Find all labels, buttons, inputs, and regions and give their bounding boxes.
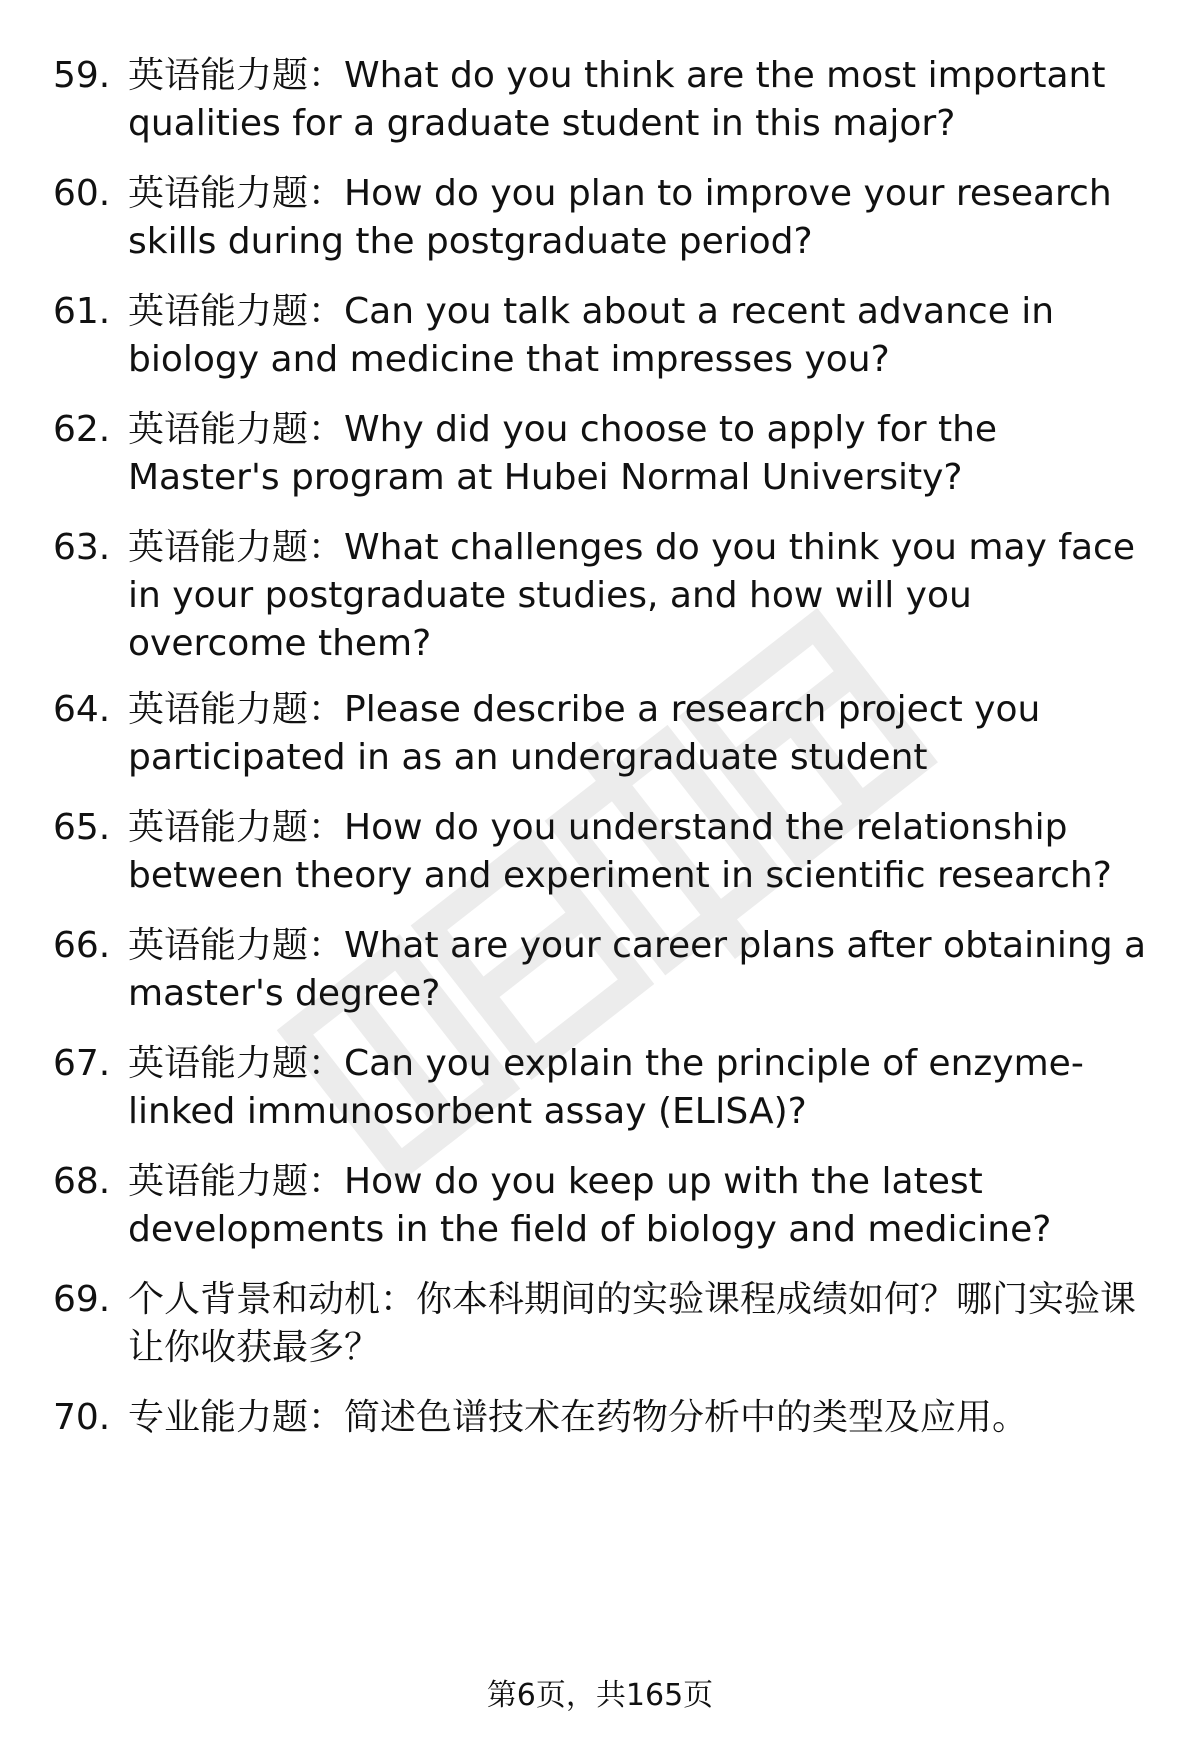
question-text: Please describe a research project you participated in as an undergraduate student [128,689,1041,778]
question-text: How do you plan to improve your research skills during the postgraduate period? [128,173,1112,262]
question-text: Can you talk about a recent advance in biology and medicine that impresses you? [128,291,1055,380]
question-number: 63. [53,527,111,568]
question-category: 英语能力题： [128,55,345,96]
question-text: What do you think are the most important qualities for a graduate student in this major? [128,55,1106,144]
question-number: 60. [53,173,111,214]
question-text: 你本科期间的实验课程成绩如何？哪门实验课让你收获最多？ [128,1279,1137,1368]
question-body [128,524,1160,668]
question-category: 英语能力题： [128,807,345,848]
question-body [128,922,1160,1018]
question-text: What challenges do you think you may face in your postgraduate studies, and how will you overcome them? [128,527,1135,664]
question-number: 65. [53,807,111,848]
page-footer [0,1676,1200,1716]
question-body [128,170,1160,266]
question-category: 英语能力题： [128,925,345,966]
page-number-label: 第6页，共165页 [486,1678,714,1713]
question-text: What are your career plans after obtaining a master's degree? [128,925,1147,1014]
question-category: 英语能力题： [128,173,345,214]
question-text: Can you explain the principle of enzyme-linked immunosorbent assay (ELISA)? [128,1043,1084,1132]
question-number: 66. [53,925,111,966]
question-body [128,804,1160,900]
question-category: 英语能力题： [128,527,345,568]
question-category: 英语能力题： [128,291,345,332]
question-number: 64. [53,689,111,730]
question-body [128,288,1160,384]
question-body [128,1276,1160,1372]
question-body [128,1394,1160,1442]
question-number: 70. [53,1397,111,1438]
question-number: 69. [53,1279,111,1320]
question-category: 英语能力题： [128,1161,345,1202]
question-category: 专业能力题： [128,1397,345,1438]
question-text: 简述色谱技术在药物分析中的类型及应用。 [344,1397,1029,1438]
question-number: 67. [53,1043,111,1084]
question-category: 个人背景和动机： [128,1279,417,1320]
question-number: 62. [53,409,111,450]
question-category: 英语能力题： [128,409,345,450]
question-body [128,406,1160,502]
question-number: 61. [53,291,111,332]
question-number: 59. [53,55,111,96]
question-text: How do you keep up with the latest developments in the field of biology and medicine? [128,1161,1052,1250]
question-text: How do you understand the relationship between theory and experiment in scientific research? [128,807,1112,896]
question-body [128,1040,1160,1136]
question-body [128,1158,1160,1254]
question-body [128,686,1160,782]
question-text: Why did you choose to apply for the Master's program at Hubei Normal University? [128,409,998,498]
question-category: 英语能力题： [128,1043,345,1084]
question-number: 68. [53,1161,111,1202]
question-category: 英语能力题： [128,689,345,730]
question-body [128,52,1160,148]
